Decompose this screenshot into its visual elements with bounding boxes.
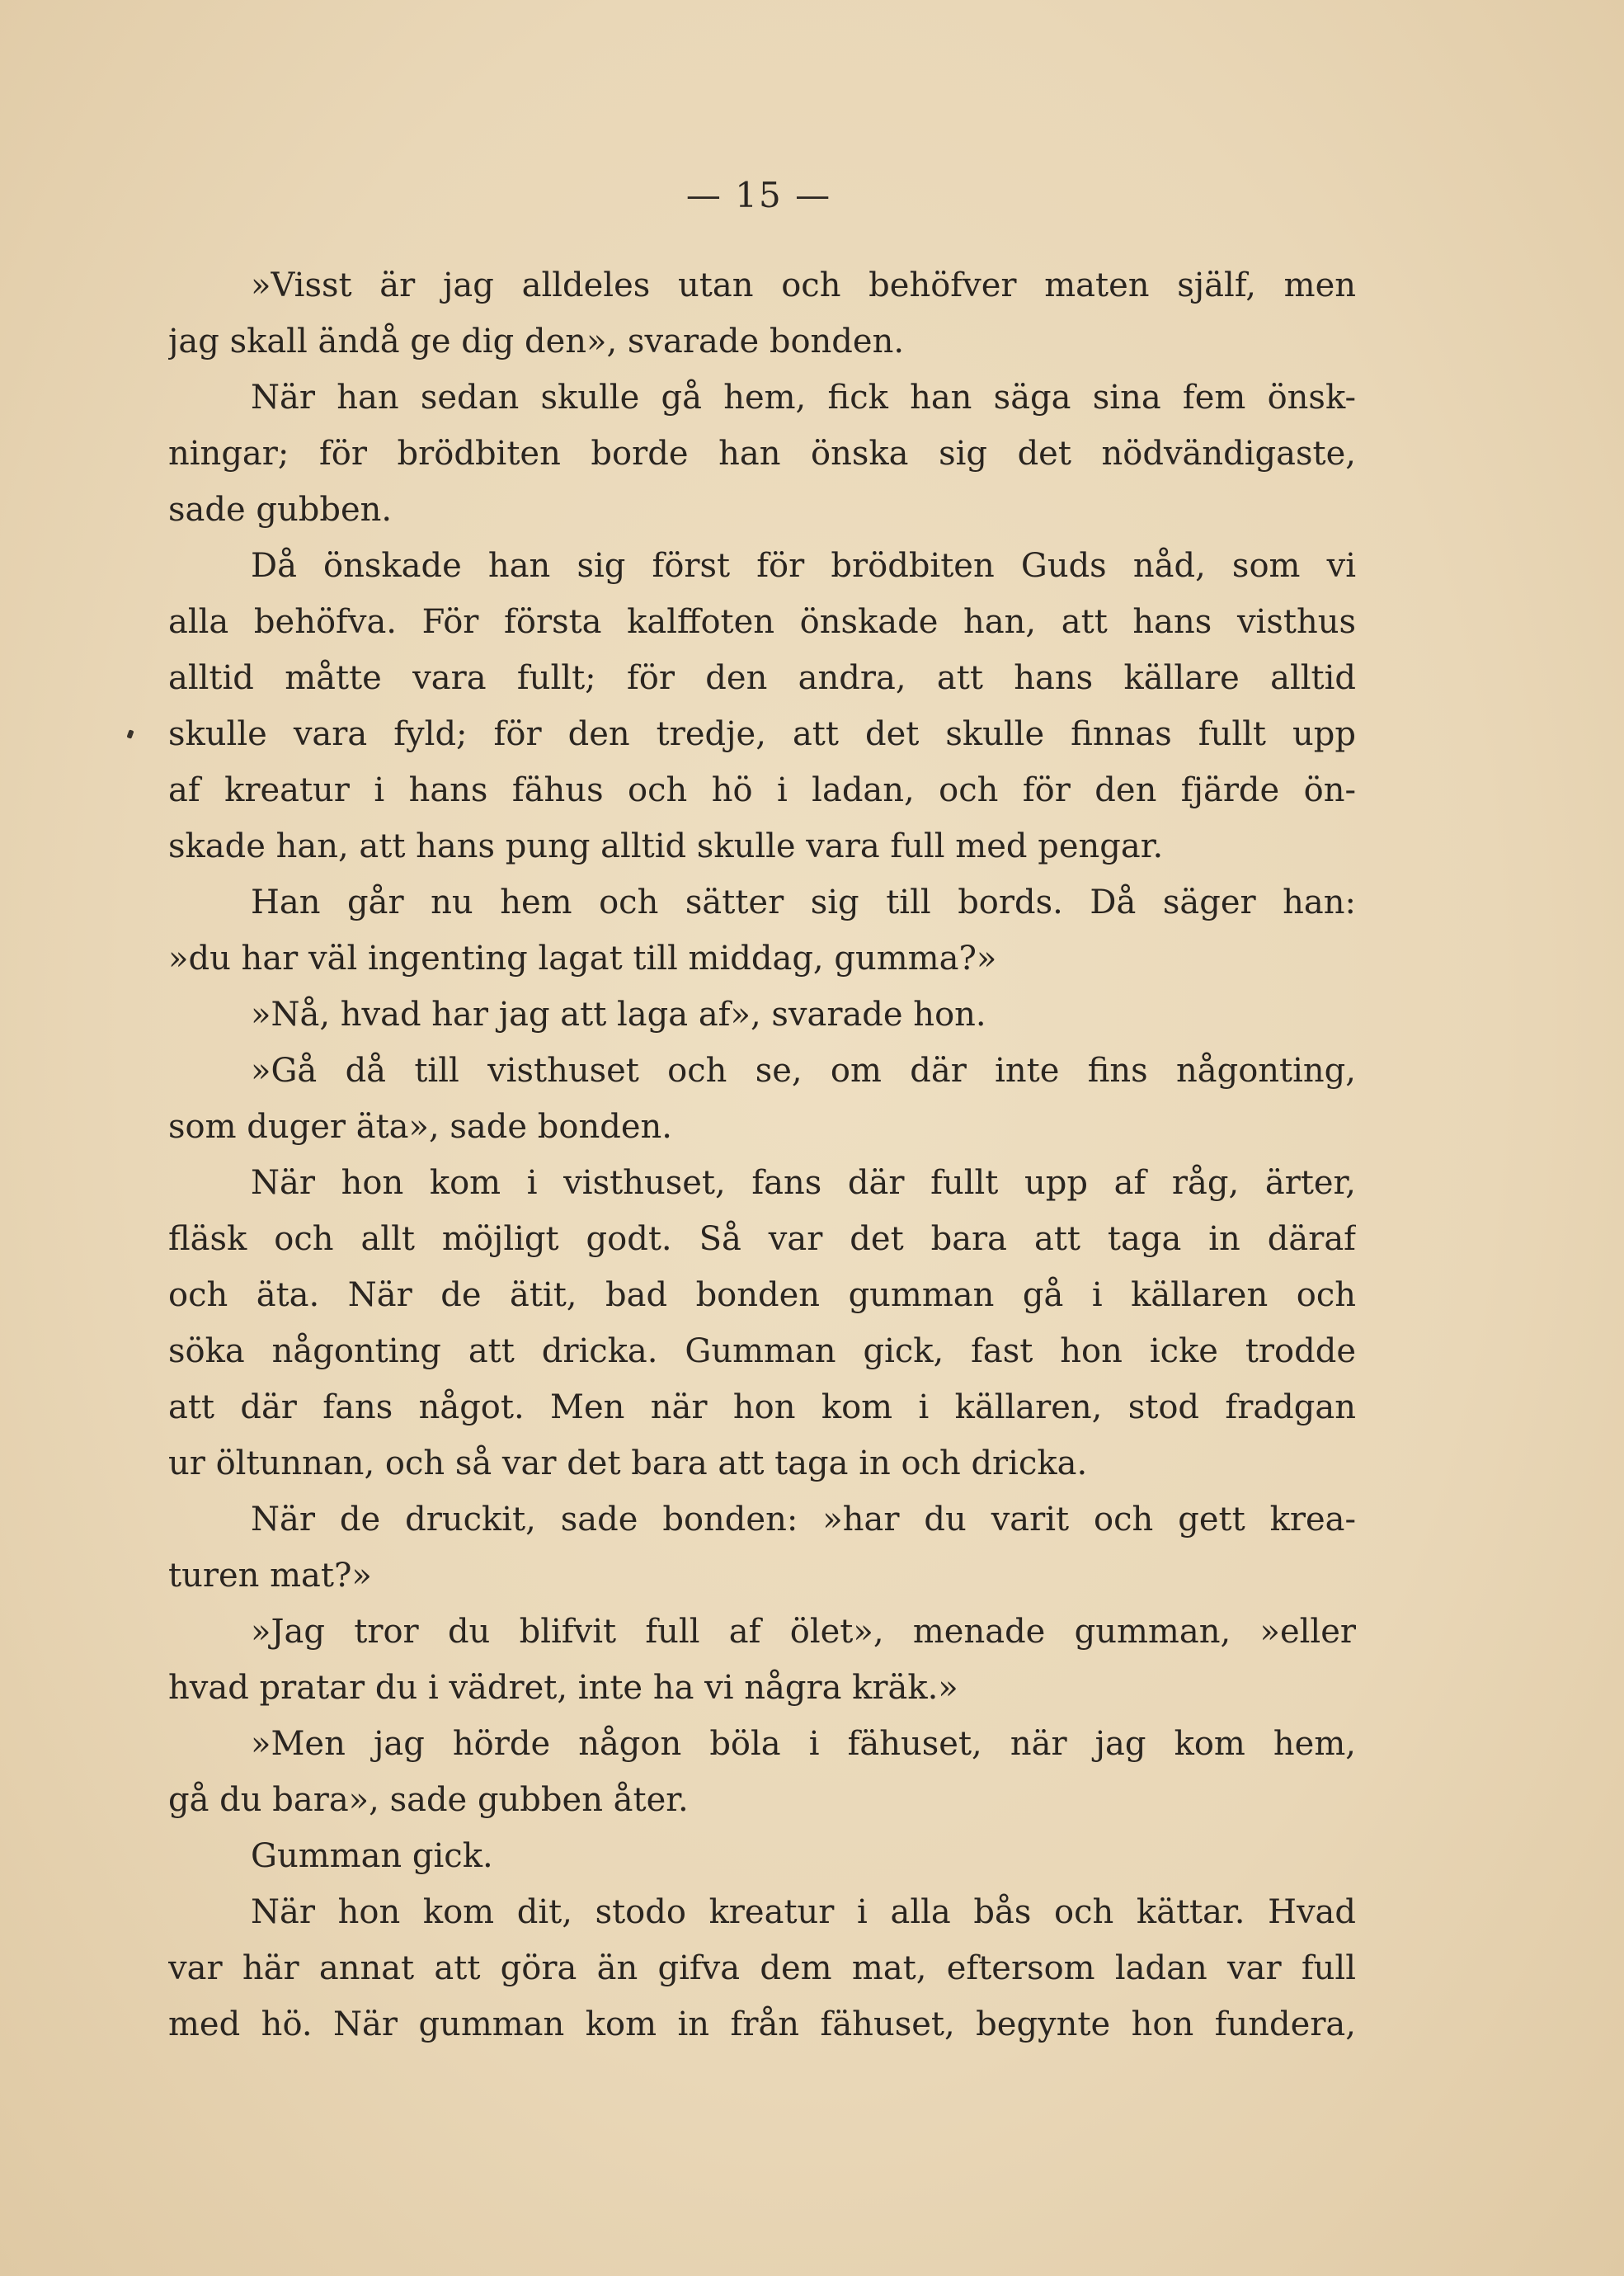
margin-mark	[126, 729, 134, 738]
text-line: Han går nu hem och sätter sig till bords. Då säger han:	[251, 884, 1356, 921]
text-line: ur öltunnan, och så var det bara att taga in och dricka.	[168, 1444, 1088, 1482]
text-line: När han sedan skulle gå hem, fick han säga sina fem önsk-	[251, 379, 1356, 417]
text-line: turen mat?»	[168, 1557, 372, 1595]
text-line: »Nå, hvad har jag att laga af», svarade hon.	[251, 996, 986, 1034]
text-line: När hon kom dit, stodo kreatur i alla bås och kättar. Hvad	[251, 1893, 1356, 1931]
text-line: skulle vara fyld; för den tredje, att det skulle finnas fullt upp	[168, 715, 1356, 753]
text-line: »du har väl ingenting lagat till middag, gumma?»	[168, 940, 997, 978]
text-line: och äta. När de ätit, bad bonden gumman gå i källaren och	[168, 1276, 1356, 1314]
text-line: När de druckit, sade bonden: »har du varit och gett krea-	[251, 1501, 1356, 1539]
text-line: fläsk och allt möjligt godt. Så var det bara att taga in däraf	[168, 1220, 1356, 1258]
text-line: hvad pratar du i vädret, inte ha vi några kräk.»	[168, 1669, 958, 1707]
text-line: Då önskade han sig först för brödbiten Guds nåd, som vi	[251, 547, 1356, 585]
text-line: att där fans något. Men när hon kom i källaren, stod fradgan	[168, 1388, 1356, 1426]
body-text	[168, 257, 1356, 2052]
page-number: — 15 —	[685, 175, 832, 215]
text-line: af kreatur i hans fähus och hö i ladan, och för den fjärde ön-	[168, 771, 1356, 809]
text-line: »Men jag hörde någon böla i fähuset, när jag kom hem,	[251, 1725, 1356, 1763]
text-line: »Jag tror du blifvit full af ölet», menade gumman, »eller	[251, 1613, 1356, 1651]
text-line: ningar; för brödbiten borde han önska sig det nödvändigaste,	[168, 435, 1356, 473]
text-line: som duger äta», sade bonden.	[168, 1108, 672, 1146]
text-line: »Visst är jag alldeles utan och behöfver maten själf, men	[251, 266, 1356, 304]
text-line: Gumman gick.	[251, 1837, 493, 1875]
text-line: alltid måtte vara fullt; för den andra, att hans källare alltid	[168, 659, 1356, 697]
text-line: skade han, att hans pung alltid skulle vara full med pengar.	[168, 827, 1164, 865]
text-line: alla behöfva. För första kalffoten önskade han, att hans visthus	[168, 603, 1356, 641]
text-line: När hon kom i visthuset, fans där fullt upp af råg, ärter,	[251, 1164, 1356, 1202]
text-line: söka någonting att dricka. Gumman gick, fast hon icke trodde	[168, 1332, 1356, 1370]
text-line: gå du bara», sade gubben åter.	[168, 1781, 689, 1819]
text-line: sade gubben.	[168, 491, 393, 529]
text-line: med hö. När gumman kom in från fähuset, begynte hon fundera,	[168, 2005, 1356, 2043]
text-line: jag skall ändå ge dig den», svarade bonden.	[168, 323, 905, 360]
text-line: »Gå då till visthuset och se, om där inte fins någonting,	[251, 1052, 1356, 1090]
text-line: var här annat att göra än gifva dem mat, eftersom ladan var full	[168, 1949, 1356, 1987]
